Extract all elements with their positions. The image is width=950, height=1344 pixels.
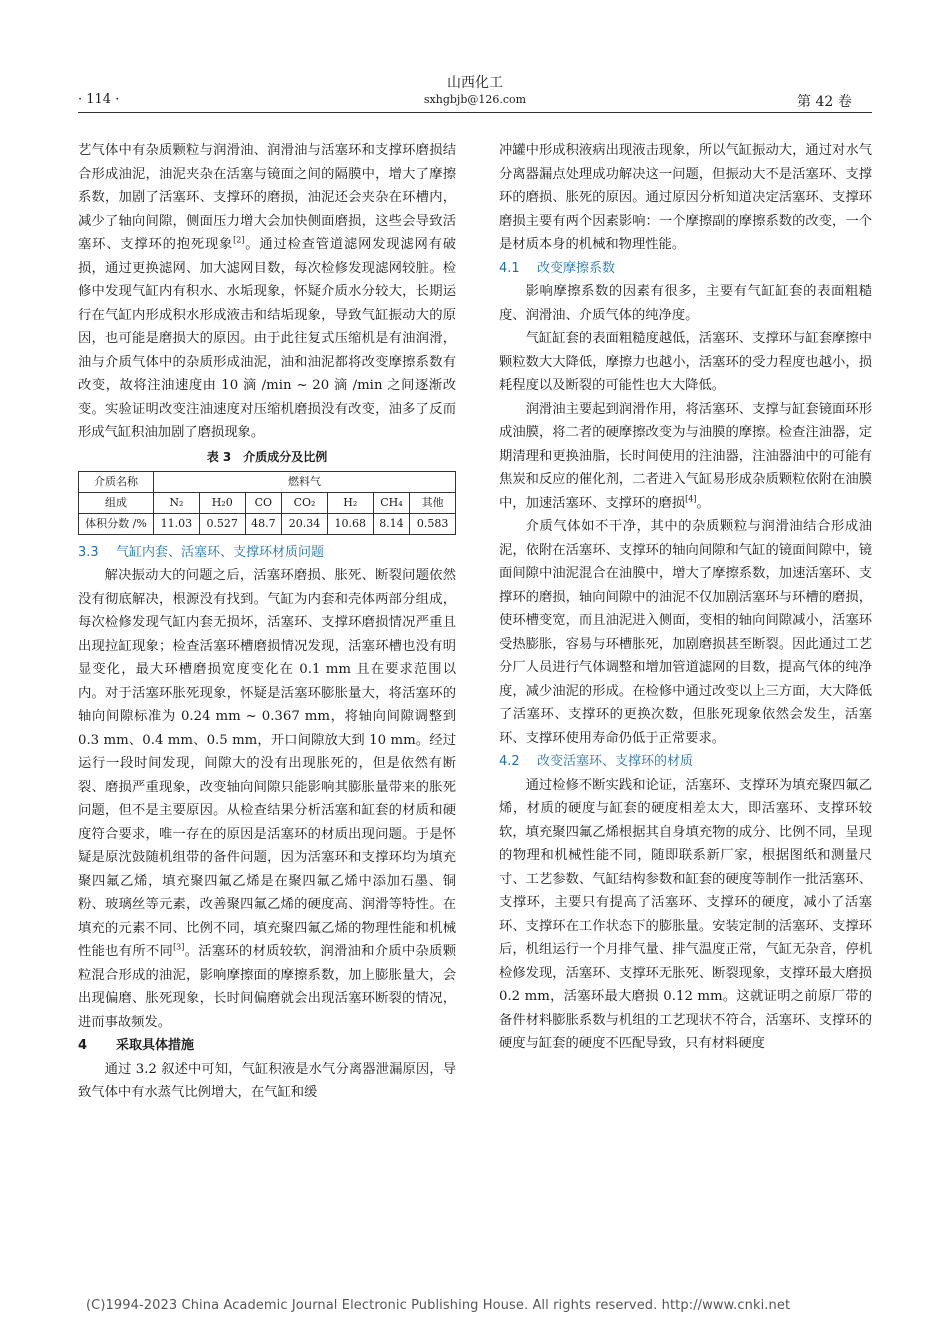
table-row xyxy=(79,513,456,534)
table-cell: 其他 xyxy=(410,492,456,513)
right-column xyxy=(499,139,872,1056)
paragraph: 介质气体如不干净，其中的杂质颗粒与润滑油结合形成油泥，依附在活塞环、支撑环的轴向间隙和气缸的镜面间隙中，镜面间隙中油泥混合在油膜中，增大了摩擦系数，加速活塞环、支撑环的磨损，轴向间隙中的油泥不仅加剧活塞环与环槽的磨损，使环槽变宽，而且油泥进入侧面，变相的轴向间隙减小，活塞环受热膨胀，容易与环槽胀死，加剧磨损甚至断裂。因此通过工艺分厂人员进行气体调整和增加管道滤网的目数，提高气体的纯净度，减少油泥的形成。在检修中通过改变以上三方面，大大降低了活塞环、支撑环的更换次数，但胀死现象依然会发生，活塞环、支撑环使用寿命仍低于正常要求。 xyxy=(499,519,872,746)
table-cell: H₂ xyxy=(327,492,373,513)
citation[interactable]: [2] xyxy=(233,235,245,245)
table-cell: 0.583 xyxy=(410,513,456,534)
table-header-medium: 介质名称 xyxy=(79,471,154,492)
table-caption: 表 3 介质成分及比例 xyxy=(206,449,328,464)
volume-label: 第 42 卷 xyxy=(797,94,852,110)
paragraph: 通过检修不断实践和论证，活塞环、支撑环为填充聚四氟乙烯，材质的硬度与缸套的硬度相差太大，即活塞环、支撑环较软，填充聚四氟乙烯根据其自身填充物的成分、比例不同，呈现的物理和机械性能不同，随即联系新厂家，根据图纸和测量尺寸、工艺参数、气缸结构参数和缸套的硬度等制作一批活塞环、支撑环，主要只有提高了活塞环、支撑环的硬度，减小了活塞环、支撑环在工作状态下的膨胀量。安装定制的活塞环、支撑环后，机组运行一个月排气量、排气温度正常，气缸无杂音，停机检修发现，活塞环、支撑环无胀死、断裂现象，支撑环最大磨损 0.2 mm，活塞环最大磨损 0.12 mm。这就证明之前原厂带的备件材料膨胀系数与机组的工艺现状不符合，活塞环、支撑环的硬度与缸套的硬度不匹配导致，只有材料硬度 xyxy=(499,777,872,1051)
section-heading: 4.1 改变摩擦系数 xyxy=(499,260,616,276)
table-cell: 10.68 xyxy=(327,513,373,534)
left-column xyxy=(78,139,456,1105)
table-header-fuel: 燃料气 xyxy=(154,471,456,492)
table-row xyxy=(79,492,456,513)
table-cell: 20.34 xyxy=(282,513,328,534)
table-cell: 48.7 xyxy=(245,513,282,534)
paragraph: 润滑油主要起到润滑作用，将活塞环、支撑与缸套镜面环形成油膜，将二者的硬摩擦改变为与油膜的摩擦。检查注油器，定期清理和更换油脂，长时间使用的注油器，注油器油中的可能有焦炭和反应的催化剂，二者进入气缸易形成杂质颗粒依附在油膜中，加速活塞环、支撑环的磨损[4]。 xyxy=(499,401,872,511)
table-cell: H₂0 xyxy=(199,492,245,513)
header-rule xyxy=(78,112,872,113)
paragraph: 冲罐中形成积液病出现液击现象，所以气缸振动大，通过对水气分离器漏点处理成功解决这一问题，但振动大不是活塞环、支撑环的磨损、胀死的原因。通过原因分析知道决定活塞环、支撑环磨损主要有两个因素影响：一个摩擦副的摩擦系数的改变，一个是材质本身的机械和物理性能。 xyxy=(499,143,872,252)
paragraph: 艺气体中有杂质颗粒与润滑油、润滑油与活塞环和支撑环磨损结合形成油泥，油泥夹杂在活塞与镜面之间的隔膜中，增大了摩擦系数，加剧了活塞环、支撑环的磨损，油泥还会夹杂在环槽内，减少了轴向间隙，侧面压力增大会加快侧面磨损，这些会导致活塞环、支撑环的抱死现象[2]。通过检查管道滤网发现滤网有破损，通过更换滤网、加大滤网目数，每次检修发现滤网较脏。检修中发现气缸内有积水、水垢现象，怀疑介质水分较大，长期运行在气缸内形成积水形成液击和结垢现象，导致气缸振动大的原因，也可能是磨损大的原因。由于此往复式压缩机是有油润滑，油与介质气体中的杂质形成油泥，油和油泥都将改变摩擦系数有改变，故将注油速度由 10 滴 /min ~ 20 滴 /min 之间逐渐改变。实验证明改变注油速度对压缩机磨损没有改变，油多了反而形成气缸积油加剧了磨损现象。 xyxy=(78,143,457,440)
section-heading: 4 采取具体措施 xyxy=(78,1038,195,1053)
journal-name: 山西化工 xyxy=(447,75,503,91)
section-heading: 3.3 气缸内套、活塞环、支撑环材质问题 xyxy=(78,544,325,560)
table-cell: CO xyxy=(245,492,282,513)
composition-table xyxy=(78,471,456,535)
citation[interactable]: [4] xyxy=(685,494,697,504)
paragraph: 解决振动大的问题之后，活塞环磨损、胀死、断裂问题依然没有彻底解决，根源没有找到。气缸为内套和壳体两部分组成，每次检修发现气缸内套无损坏，活塞环、支撑环磨损情况严重且出现拉缸现象；检查活塞环槽磨损情况发现，活塞环槽也没有明显变化，最大环槽磨损宽度变化在 0.1 mm 且在要求范围以内。对于活塞环胀死现象，怀疑是活塞环膨胀量大，将活塞环的轴向间隙标准为 0.24 mm ~ 0.367 mm，将轴向间隙调整到 0.3 mm、0.4 mm、0.5 mm，开口间隙放大到 10 mm。经过运行一段时间发现，间隙大的没有出现胀死的，但是依然有断裂、磨损严重现象，改变轴向间隙只能影响其膨胀量带来的胀死问题，但不是主要原因。从检查结果分析活塞和缸套的材质和硬度符合要求，唯一存在的原因是活塞环的材质出现问题。于是怀疑是原沈鼓随机组带的备件问题，因为活塞环和支撑环均为填充聚四氟乙烯，填充聚四氟乙烯是在聚四氟乙烯中添加石墨、铜粉、玻璃丝等元素，改善聚四氟乙烯的硬度高、润滑等特性。在填充的元素不同、比例不同，填充聚四氟乙烯的物理性能和机械性能也有所不同[3]。活塞环的材质较软，润滑油和介质中杂质颗粒混合形成的油泥，影响摩擦面的摩擦系数，加上膨胀量大，会出现偏磨、胀死现象，长时间偏磨就会出现活塞环断裂的情况，进而事故频发。 xyxy=(78,568,457,1030)
row-label: 体积分数 /% xyxy=(79,513,154,534)
row-label: 组成 xyxy=(79,492,154,513)
citation[interactable]: [3] xyxy=(173,942,185,952)
table-cell: 8.14 xyxy=(373,513,410,534)
paragraph: 气缸缸套的表面粗糙度越低，活塞环、支撑环与缸套摩擦中颗粒数大大降低，摩擦力也越小，活塞环的受力程度也越小，损耗程度以及断裂的可能性也大大降低。 xyxy=(499,331,872,393)
page-number: · 114 · xyxy=(78,92,120,107)
paragraph: 影响摩擦系数的因素有很多，主要有气缸缸套的表面粗糙度、润滑油、介质气体的纯净度。 xyxy=(499,284,872,323)
table-cell: CO₂ xyxy=(282,492,328,513)
section-heading: 4.2 改变活塞环、支撑环的材质 xyxy=(499,754,694,769)
table-cell: CH₄ xyxy=(373,492,410,513)
journal-email: sxhgbjb@126.com xyxy=(423,93,527,106)
paragraph: 通过 3.2 叙述中可知，气缸积液是水气分离器泄漏原因，导致气体中有水蒸气比例增大，在气缸和缓 xyxy=(78,1061,456,1100)
table-cell: N₂ xyxy=(154,492,200,513)
copyright-footer: (C)1994-2023 China Academic Journal Electronic Publishing House. All rights reserved. http://www.cnki.net xyxy=(86,1298,791,1313)
table-cell: 11.03 xyxy=(154,513,200,534)
table-cell: 0.527 xyxy=(199,513,245,534)
